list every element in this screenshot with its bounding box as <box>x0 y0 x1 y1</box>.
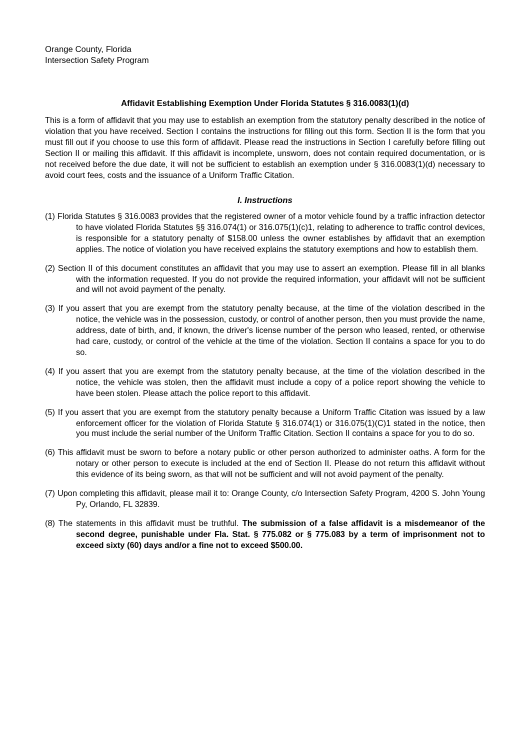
header-line-2: Intersection Safety Program <box>45 55 149 65</box>
instruction-item-6: (6) This affidavit must be sworn to before a notary public or other person authorized to administer oaths. A form for the notary or other person to execute is included at the end of Section II. Please do not return this affidavit without this evidence of its being sworn, as that will not be sufficient and will not avoid payment of the penalty. <box>45 448 485 480</box>
instruction-item-5: (5) If you assert that you are exempt from the statutory penalty because a Uniform Traffic Citation was issued by a law enforcement officer for the violation of Florida Statute § 316.074(1) or 316.075(1)(C)1 stated in the notice, then you must include the serial number of the Uniform Traffic Citation. Section II contains a space for you to do so. <box>45 407 485 439</box>
instruction-item-2: (2) Section II of this document constitutes an affidavit that you may use to assert an exemption. Please fill in all blanks with the information requested. If you do not provide the required information, your affidavit will not be sufficient and will not avoid payment of the penalty. <box>45 263 485 295</box>
instruction-item-4: (4) If you assert that you are exempt from the statutory penalty because, at the time of the violation described in the notice, the vehicle was stolen, then the affidavit must include a copy of a police report showing the vehicle to have been stolen. Please attach the police report to this affidavit. <box>45 366 485 398</box>
document-title: Affidavit Establishing Exemption Under Florida Statutes § 316.0083(1)(d) <box>120 98 410 108</box>
instruction-item-3: (3) If you assert that you are exempt from the statutory penalty because, at the time of the violation described in the notice, the vehicle was in the possession, custody, or control of another person, then you must provide the name, address, date of birth, and, if known, the driver's license number of the person who leased, rented, or otherwise had care, custody, or control of the vehicle at the time of the violation. Section II contains a space for you to do so. <box>45 304 485 357</box>
instruction-item-8: (8) The statements in this affidavit must be truthful. The submission of a false affidavit is a misdemeanor of the second degree, punishable under Fla. Stat. § 775.082 or § 775.083 by a term of imprisonment not to exceed sixty (60) days and/or a fine not to exceed $500.00. <box>45 518 485 550</box>
header-line-1: Orange County, Florida <box>45 44 132 54</box>
instruction-item-7: (7) Upon completing this affidavit, please mail it to: Orange County, c/o Intersection Safety Program, 4200 S. John Young Py, Orlando, FL 32839. <box>45 489 485 509</box>
instruction-item-1: (1) Florida Statutes § 316.0083 provides that the registered owner of a motor vehicle found by a traffic infraction detector to have violated Florida Statutes §§ 316.074(1) or 316.075(1)(c)1, relating to adherence to traffic control devices, is responsible for a statutory penalty of $158.00 unless the owner establishes by affidavit that an exemption applies. The notice of violation you have received explains the statutory exemptions and how to establish them. <box>45 212 485 254</box>
document-page <box>45 44 485 550</box>
section-heading: I. Instructions <box>237 195 293 205</box>
instructions-list <box>45 212 485 560</box>
intro-paragraph: This is a form of affidavit that you may use to establish an exemption from the statutory penalty described in the notice of violation that you have received. Section I contains the instructions for filling out this form. Section II is the form that you must fill out if you choose to use this form of affidavit. Please read the instructions in Section I carefully before filling out Section II or mailing this affidavit. If this affidavit is incomplete, unsworn, does not contain required documentation, or is not received before the due date, it will not be sufficient to establish an exemption under § 316.0083(1)(d) necessary to avoid court fees, costs and the issuance of a Uniform Traffic Citation. <box>45 116 485 180</box>
